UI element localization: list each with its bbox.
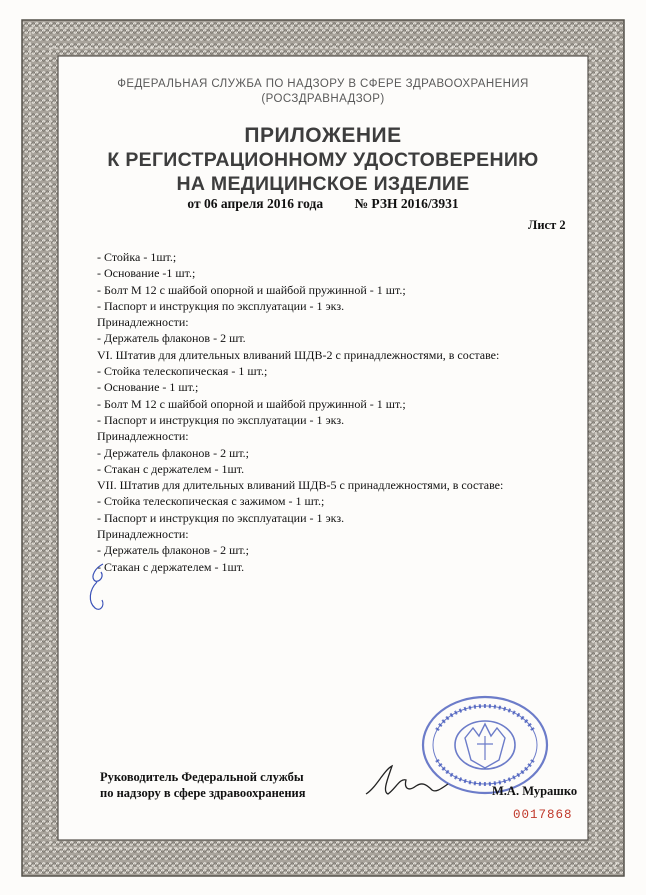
content-line: - Болт М 12 с шайбой опорной и шайбой пружинной - 1 шт.; [97,282,406,297]
content-line: Принадлежности: [97,315,189,330]
content-line: - Паспорт и инструкция по эксплуатации - 1 экз. [97,412,345,427]
agency-name: ФЕДЕРАЛЬНАЯ СЛУЖБА ПО НАДЗОРУ В СФЕРЕ ЗДРАВООХРАНЕНИЯ [117,78,529,90]
handwritten-signature [362,760,452,802]
content-line: Принадлежности: [97,527,189,542]
date-number-line [0,196,646,212]
title-line-2: К РЕГИСТРАЦИОННОМУ УДОСТОВЕРЕНИЮ [107,149,539,171]
signer-name: М.А. Мурашко [492,784,578,798]
title-line-3: НА МЕДИЦИНСКОЕ ИЗДЕЛИЕ [176,173,470,195]
title-line-1: ПРИЛОЖЕНИЕ [244,124,402,147]
registration-number: № РЗН 2016/3931 [354,196,459,211]
signer-position-line-2: по надзору в сфере здравоохранения [100,786,306,800]
agency-abbreviation: (РОСЗДРАВНАДЗОР) [261,93,385,105]
content-line: - Держатель флаконов - 2 шт.; [97,445,250,460]
issue-date: от 06 апреля 2016 года [187,196,324,211]
content-list [97,249,503,575]
content-line: - Паспорт и инструкция по эксплуатации - 1 экз. [97,298,345,313]
serial-number: 0017868 [513,808,573,822]
content-line: - Стойка телескопическая - 1 шт.; [97,364,268,379]
content-line: - Стойка - 1шт.; [97,250,177,264]
content-line: - Паспорт и инструкция по эксплуатации - 1 экз. [97,510,345,525]
content-line: - Держатель флаконов - 2 шт.; [97,543,250,558]
content-line: - Основание - 1 шт.; [97,380,199,395]
content-line: - Стакан с держателем - 1шт. [97,461,245,476]
content-line: - Стойка телескопическая с зажимом - 1 шт.; [97,494,325,509]
content-line: VI. Штатив для длительных вливаний ШДВ-2 с принадлежностями, в составе: [97,347,500,362]
content-line: - Стакан с держателем - 1шт. [97,559,245,574]
sheet-number: Лист 2 [528,218,566,232]
content-line: Принадлежности: [97,429,189,444]
content-line: VII. Штатив для длительных вливаний ШДВ-5 с принадлежностями, в составе: [97,478,504,493]
signer-position [100,769,306,801]
agency-header [0,77,646,107]
document-title [0,123,646,196]
content-line: - Болт М 12 с шайбой опорной и шайбой пружинной - 1 шт.; [97,396,406,411]
content-line: - Держатель флаконов - 2 шт. [97,331,246,346]
content-line: - Основание -1 шт.; [97,266,196,281]
handwritten-mark [85,560,115,615]
signer-position-line-1: Руководитель Федеральной службы [100,770,304,784]
